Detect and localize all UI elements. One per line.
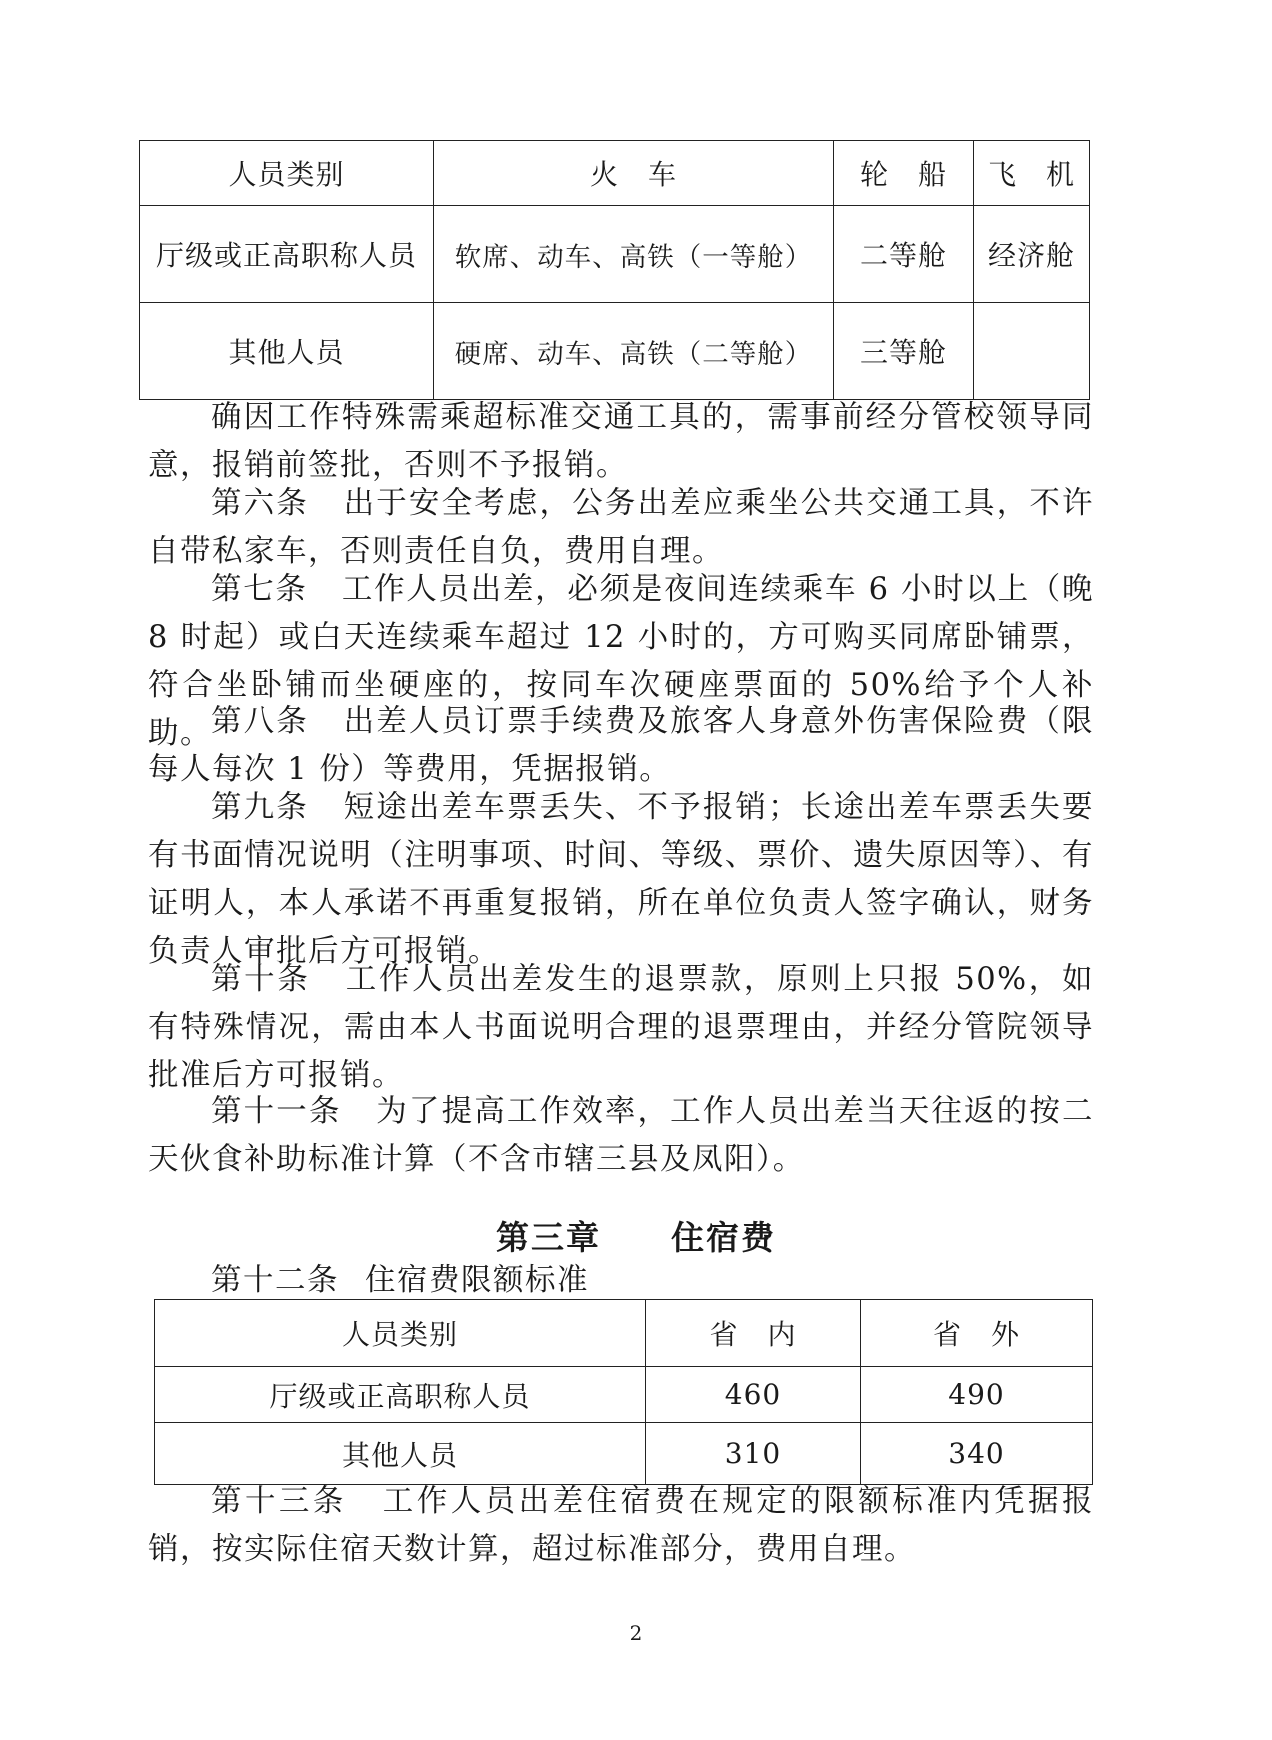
article-text: 短途出差车票丢失、不予报销；长途出差车票丢失要有书面情况说明（注明事项、时间、等级、票价、遗失原因等）、有证明人，本人承诺不再重复报销，所在单位负责人签字确认，财务负责人审批后方可报销。	[148, 790, 1095, 969]
article-text: 工作人员出差住宿费在规定的限额标准内凭据报销，按实际住宿天数计算，超过标准部分，费用自理。	[148, 1484, 1095, 1567]
table-cell: 其他人员	[155, 1423, 646, 1485]
table-cell: 三等舱	[834, 303, 974, 400]
article-text: 出差人员订票手续费及旅客人身意外伤害保险费（限每人每次 1 份）等费用，凭据报销。	[148, 704, 1095, 787]
table-cell: 310	[646, 1423, 861, 1485]
article-11	[148, 1088, 1094, 1184]
table-row	[155, 1423, 1093, 1485]
header-cell: 轮 船	[834, 141, 974, 206]
page-number: 2	[629, 1621, 643, 1645]
table-row	[155, 1367, 1093, 1423]
article-text: 工作人员出差，必须是夜间连续乘车 6 小时以上（晚 8 时起）或白天连续乘车超过 12 小时的，方可购买同席卧铺票，符合坐卧铺而坐硬座的，按同车次硬座票面的 50%给予个人补助。	[148, 572, 1095, 751]
header-cell: 人员类别	[140, 141, 434, 206]
table-cell: 其他人员	[140, 303, 434, 400]
table-cell: 460	[646, 1367, 861, 1423]
table-cell: 经济舱	[974, 206, 1090, 303]
chapter-label: 第三章	[496, 1218, 601, 1257]
header-cell: 人员类别	[155, 1300, 646, 1367]
header-cell: 省 外	[861, 1300, 1093, 1367]
article-label: 第十条	[211, 962, 311, 997]
article-label: 第七条	[211, 572, 308, 607]
header-cell: 省 内	[646, 1300, 861, 1367]
table-row	[140, 303, 1090, 400]
table-header-row	[155, 1300, 1093, 1367]
article-text: 出于安全考虑，公务出差应乘坐公共交通工具，不许自带私家车，否则责任自负，费用自理。	[148, 486, 1095, 569]
article-label: 第八条	[211, 704, 309, 739]
article-label: 第十一条	[211, 1094, 342, 1129]
article-label: 第十三条	[211, 1484, 347, 1519]
table-header-row	[140, 141, 1090, 206]
chapter-heading	[0, 1212, 1272, 1259]
table-cell: 490	[861, 1367, 1093, 1423]
header-cell: 飞 机	[974, 141, 1090, 206]
article-10	[148, 956, 1094, 1100]
article-12	[148, 1257, 1094, 1305]
chapter-title: 住宿费	[671, 1218, 776, 1257]
transport-standard-table	[139, 140, 1090, 400]
table-cell: 软席、动车、高铁（一等舱）	[434, 206, 834, 303]
article-text: 工作人员出差发生的退票款，原则上只报 50%，如有特殊情况，需由本人书面说明合理的退票理由，并经分管院领导批准后方可报销。	[148, 962, 1094, 1093]
article-text: 为了提高工作效率，工作人员出差当天往返的按二天伙食补助标准计算（不含市辖三县及凤阳）。	[148, 1094, 1095, 1177]
table-cell: 二等舱	[834, 206, 974, 303]
lodging-standard-table	[154, 1299, 1093, 1485]
article-label: 第九条	[211, 790, 309, 825]
table-row	[140, 206, 1090, 303]
article-9	[148, 784, 1094, 976]
article-label: 第六条	[211, 486, 309, 521]
article-13	[148, 1478, 1094, 1574]
table-cell	[974, 303, 1090, 400]
table-cell: 厅级或正高职称人员	[140, 206, 434, 303]
article-8	[148, 698, 1094, 794]
table-cell: 340	[861, 1423, 1093, 1485]
table-cell: 硬席、动车、高铁（二等舱）	[434, 303, 834, 400]
article-text: 住宿费限额标准	[365, 1263, 589, 1298]
article-label: 第十二条	[211, 1263, 339, 1298]
article-6	[148, 480, 1094, 576]
table-cell: 厅级或正高职称人员	[155, 1367, 646, 1423]
paragraph-approval: 确因工作特殊需乘超标准交通工具的，需事前经分管校领导同意，报销前签批，否则不予报销。	[148, 400, 1094, 483]
header-cell: 火 车	[434, 141, 834, 206]
